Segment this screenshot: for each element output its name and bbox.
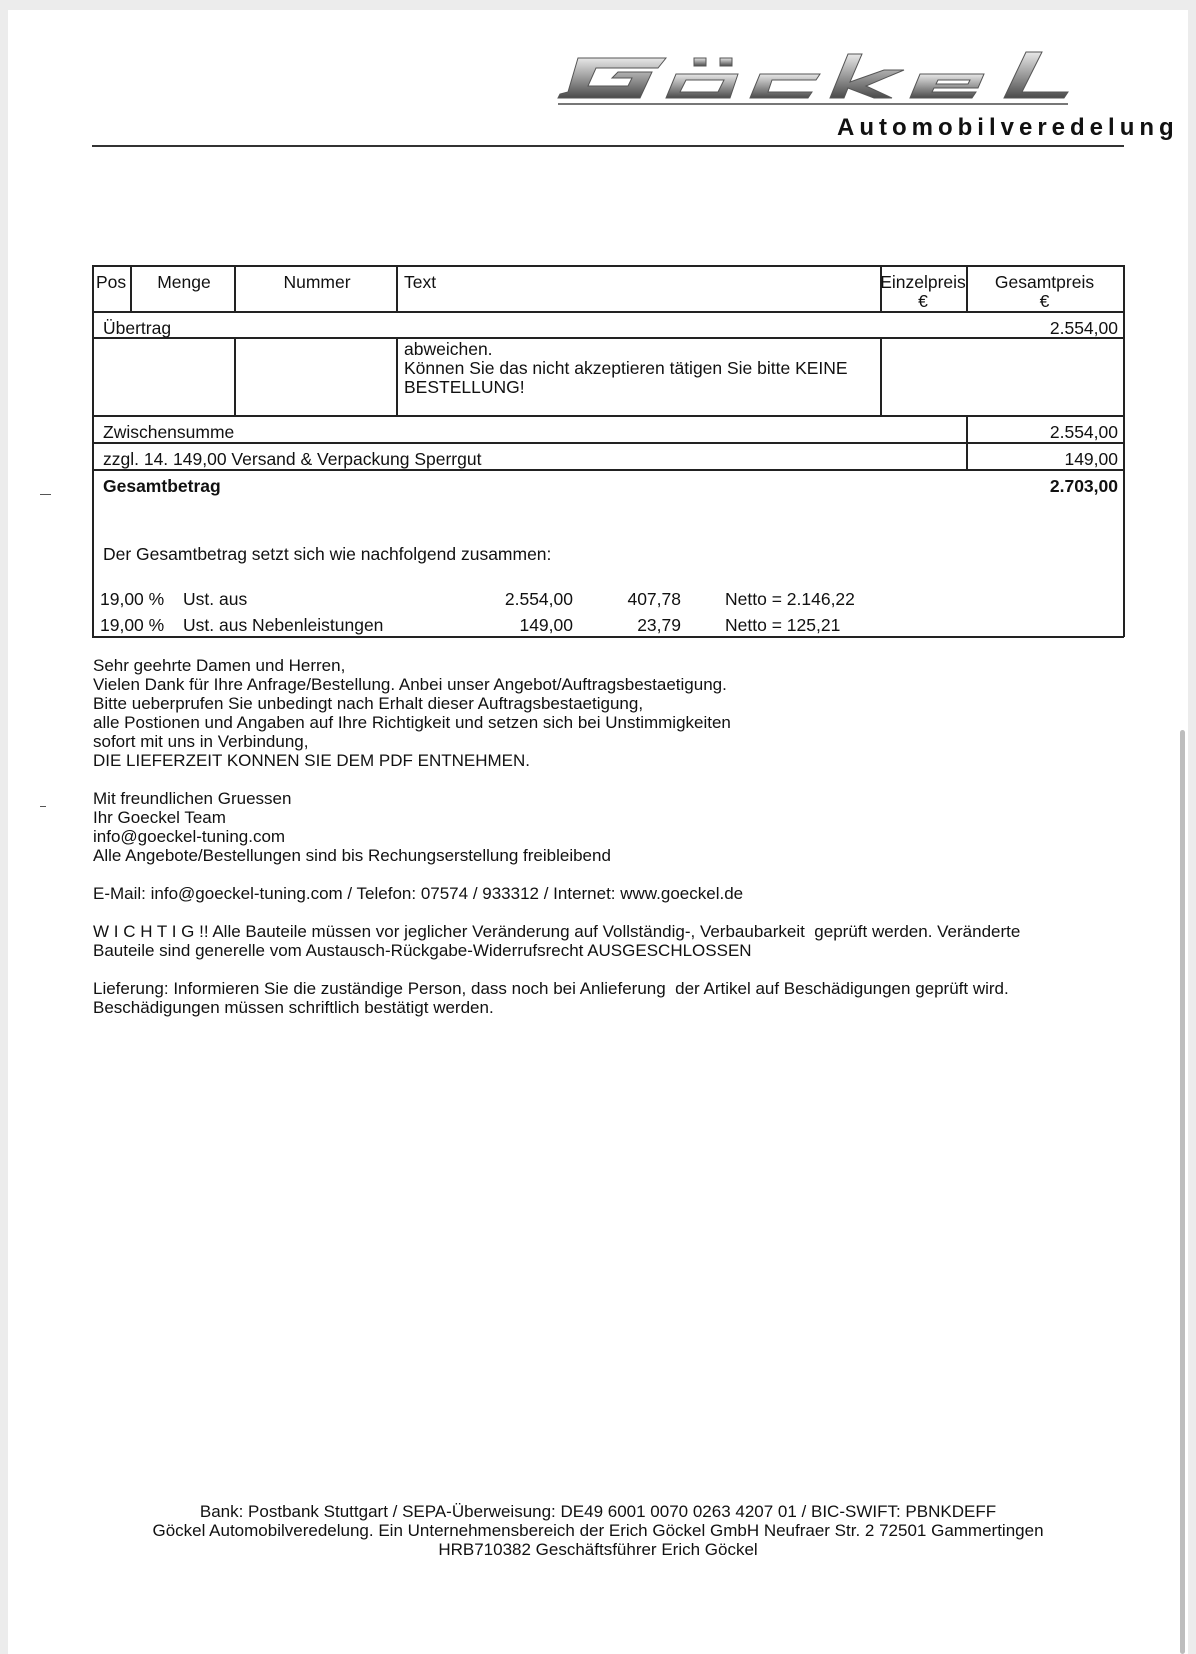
tax-rate: 19,00 %: [100, 615, 165, 635]
composition-note: Der Gesamtbetrag setzt sich wie nachfolgend zusammen:: [103, 544, 552, 564]
versand-label: zzgl. 14. 149,00 Versand & Verpackung Sperrgut: [103, 449, 482, 469]
tax-amount: 407,78: [627, 589, 681, 609]
closing-line: Alle Angebote/Bestellungen sind bis Rechungserstellung freibleibend: [93, 846, 611, 865]
logo-lettering-graphic: [548, 48, 1128, 118]
tax-amount: 23,79: [637, 615, 681, 635]
tax-netto: Netto = 2.146,22: [725, 589, 855, 609]
important-line: Bauteile sind generelle vom Austausch-Rückgabe-Widerrufsrecht AUSGESCHLOSSEN: [93, 941, 752, 960]
letter-line: Bitte ueberprufen Sie unbedingt nach Erhalt dieser Auftragsbestaetigung,: [93, 694, 644, 713]
uebertrag-value: 2.554,00: [1049, 318, 1118, 338]
letter-line: Sehr geehrte Damen und Herren,: [93, 656, 346, 675]
zwischensumme-label: Zwischensumme: [103, 422, 235, 442]
closing-line: Ihr Goeckel Team: [93, 808, 226, 827]
footer-line: Göckel Automobilveredelung. Ein Unternehmensbereich der Erich Göckel GmbH Neufraer Str. 2 72501 Gammertingen: [152, 1521, 1044, 1540]
delivery-line: Lieferung: Informieren Sie die zuständige Person, dass noch bei Anlieferung der Artikel auf Beschädigungen geprüft wird.: [93, 979, 1009, 998]
delivery-line: Beschädigungen müssen schriftlich bestätigt werden.: [93, 998, 494, 1017]
header-divider: [92, 145, 1124, 147]
tax-base: 2.554,00: [504, 589, 573, 609]
header-nummer: Nummer: [283, 272, 351, 292]
contact-line: E-Mail: info@goeckel-tuning.com / Telefon: 07574 / 933312 / Internet: www.goeckel.de: [93, 884, 744, 903]
item-text-line: abweichen.: [404, 339, 493, 359]
header-gesamtpreis: Gesamtpreis: [994, 272, 1095, 292]
logo-subtitle: Automobilveredelung: [837, 114, 1179, 141]
tax-base: 149,00: [519, 615, 573, 635]
footer-line: HRB710382 Geschäftsführer Erich Göckel: [438, 1540, 758, 1559]
item-text-line: BESTELLUNG!: [404, 377, 525, 397]
header-einzelpreis: Einzelpreis: [880, 272, 966, 292]
closing-line: Mit freundlichen Gruessen: [93, 789, 292, 808]
important-line: W I C H T I G !! Alle Bauteile müssen vor jeglicher Veränderung auf Vollständig-, Verbaubarkeit geprüft werden. Veränderte: [93, 922, 1021, 941]
tax-rate: 19,00 %: [100, 589, 165, 609]
vertical-scrollbar[interactable]: [1180, 730, 1185, 1654]
tax-label: Ust. aus Nebenleistungen: [183, 615, 384, 635]
uebertrag-label: Übertrag: [103, 318, 172, 338]
header-gesamtpreis-unit: €: [1039, 291, 1050, 311]
zwischensumme-value: 2.554,00: [1049, 422, 1118, 442]
company-logo: [548, 48, 1179, 148]
letter-line: sofort mit uns in Verbindung,: [93, 732, 309, 751]
footer-line: Bank: Postbank Stuttgart / SEPA-Überweisung: DE49 6001 0070 0263 4207 01 / BIC-SWIFT: PBNKDEFF: [199, 1502, 997, 1521]
document-page: [8, 10, 1188, 1654]
letter-line: Vielen Dank für Ihre Anfrage/Bestellung. Anbei unser Angebot/Auftragsbestaetigung.: [93, 675, 727, 694]
header-pos: Pos: [96, 272, 127, 292]
margin-mark: [40, 494, 51, 495]
header-text: Text: [404, 272, 437, 292]
closing-email-link[interactable]: info@goeckel-tuning.com: [93, 827, 286, 846]
margin-mark: [40, 806, 46, 807]
gesamtbetrag-value: 2.703,00: [1049, 476, 1118, 496]
letter-line: alle Postionen und Angaben auf Ihre Richtigkeit und setzen sich bei Unstimmigkeiten: [93, 713, 731, 732]
gesamtbetrag-label: Gesamtbetrag: [103, 476, 221, 496]
versand-value: 149,00: [1064, 449, 1118, 469]
item-text-line: Können Sie das nicht akzeptieren tätigen Sie bitte KEINE: [404, 358, 848, 378]
tax-netto: Netto = 125,21: [725, 615, 841, 635]
header-einzelpreis-unit: €: [918, 291, 928, 311]
tax-label: Ust. aus: [183, 589, 248, 609]
letter-line: DIE LIEFERZEIT KONNEN SIE DEM PDF ENTNEHMEN.: [93, 751, 531, 770]
header-menge: Menge: [157, 272, 211, 292]
